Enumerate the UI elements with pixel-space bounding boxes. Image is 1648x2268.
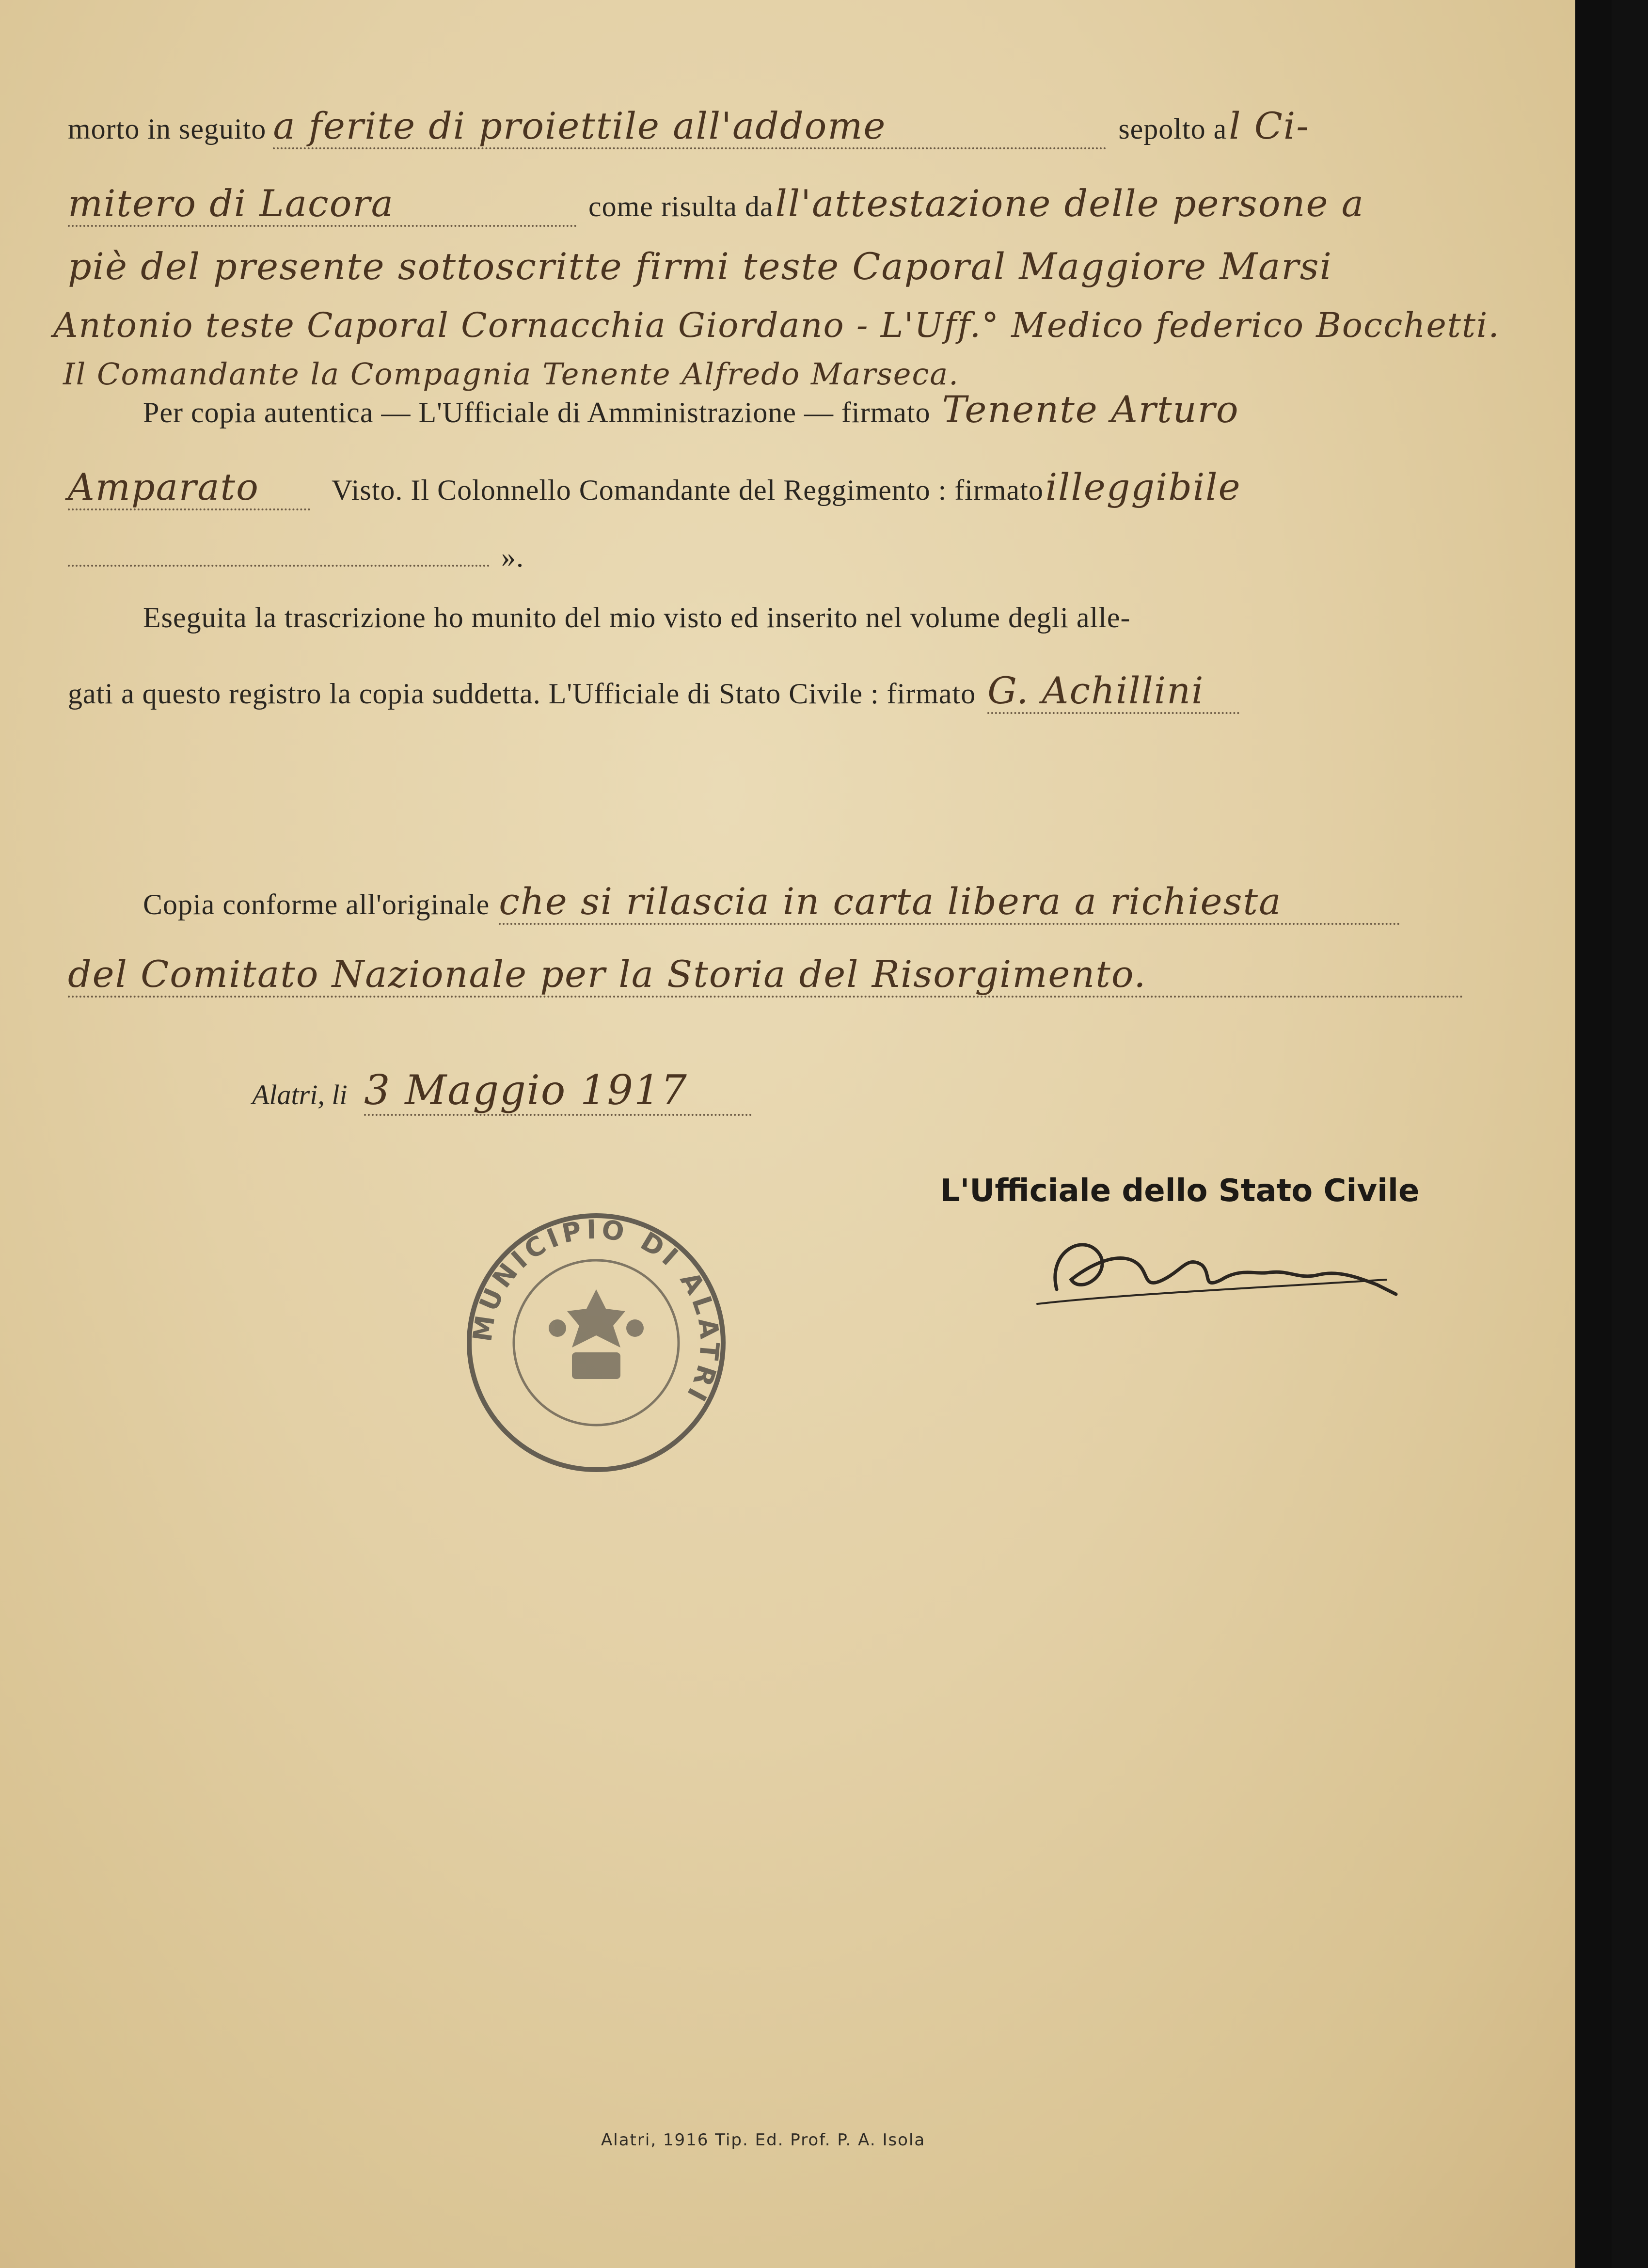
date-handwritten: 3 Maggio 1917 [364, 1066, 688, 1114]
printed-text: sepolto a [1118, 113, 1227, 145]
place-date [252, 1066, 752, 1116]
handwritten-text: G. Achillini [987, 669, 1204, 712]
text-line-9 [143, 601, 1131, 634]
printed-text: Copia conforme all'originale [143, 888, 490, 920]
handwritten-text: l Ci- [1229, 104, 1310, 147]
fill-line [68, 182, 577, 227]
handwritten-signature [1028, 1221, 1406, 1309]
text-line-6 [143, 388, 1239, 431]
fill-line [499, 880, 1400, 925]
fill-line [364, 1066, 752, 1116]
printed-text: ». [501, 541, 524, 573]
text-line-4 [53, 305, 1500, 345]
printer-imprint: Alatri, 1916 Tip. Ed. Prof. P. A. Isola [601, 2130, 926, 2150]
scan-edge [1575, 0, 1612, 2268]
handwritten-text: Antonio teste Caporal Cornacchia Giordano - L'Uff.° Medico federico Bocchetti. [53, 305, 1500, 345]
text-line-5 [63, 356, 959, 392]
text-line-2 [68, 182, 1364, 227]
handwritten-text: del Comitato Nazionale per la Storia del Risorgimento. [68, 952, 1147, 996]
handwritten-text: Amparato [68, 465, 259, 508]
handwritten-text: a ferite di proiettile all'addome [273, 104, 887, 147]
text-line-10 [68, 669, 1239, 714]
signature-title: L'Ufficiale dello Stato Civile [940, 1173, 1420, 1209]
fill-line [987, 669, 1239, 714]
place-label: Alatri, li [252, 1079, 348, 1110]
printed-text: morto in seguito [68, 113, 267, 145]
printed-text: Per copia autentica — L'Ufficiale di Amministrazione — firmato [143, 397, 931, 428]
text-line-7 [68, 465, 1241, 510]
text-line-8 [68, 540, 524, 574]
handwritten-text: ll'attestazione delle persone a [775, 182, 1364, 225]
municipal-stamp [460, 1207, 732, 1478]
printed-text: gati a questo registro la copia suddetta. L'Ufficiale di Stato Civile : firmato [68, 678, 976, 710]
fill-line [68, 952, 1464, 998]
printed-text: Eseguita la trascrizione ho munito del mio visto ed inserito nel volume degli alle- [143, 602, 1131, 634]
stamp-text: MUNICIPIO DI ALATRI [467, 1214, 725, 1410]
text-line-1 [68, 104, 1310, 149]
fill-line [68, 565, 490, 567]
handwritten-text: mitero di Lacora [68, 182, 394, 225]
handwritten-text: illeggibile [1045, 465, 1241, 508]
handwritten-text: piè del presente sottoscritte firmi teste Caporal Maggiore Marsi [68, 245, 1332, 288]
printed-text: Visto. Il Colonnello Comandante del Reggimento : firmato [332, 474, 1044, 506]
handwritten-text: che si rilascia in carta libera a richiesta [499, 880, 1282, 923]
fill-line [68, 465, 310, 510]
handwritten-text: Il Comandante la Compagnia Tenente Alfredo Marseca. [63, 356, 959, 392]
text-line-11 [143, 880, 1400, 925]
fill-line [273, 104, 1107, 149]
text-line-3 [68, 245, 1332, 288]
text-line-12 [68, 952, 1464, 998]
printed-text: come risulta da [588, 190, 774, 222]
handwritten-text: Tenente Arturo [942, 388, 1239, 431]
